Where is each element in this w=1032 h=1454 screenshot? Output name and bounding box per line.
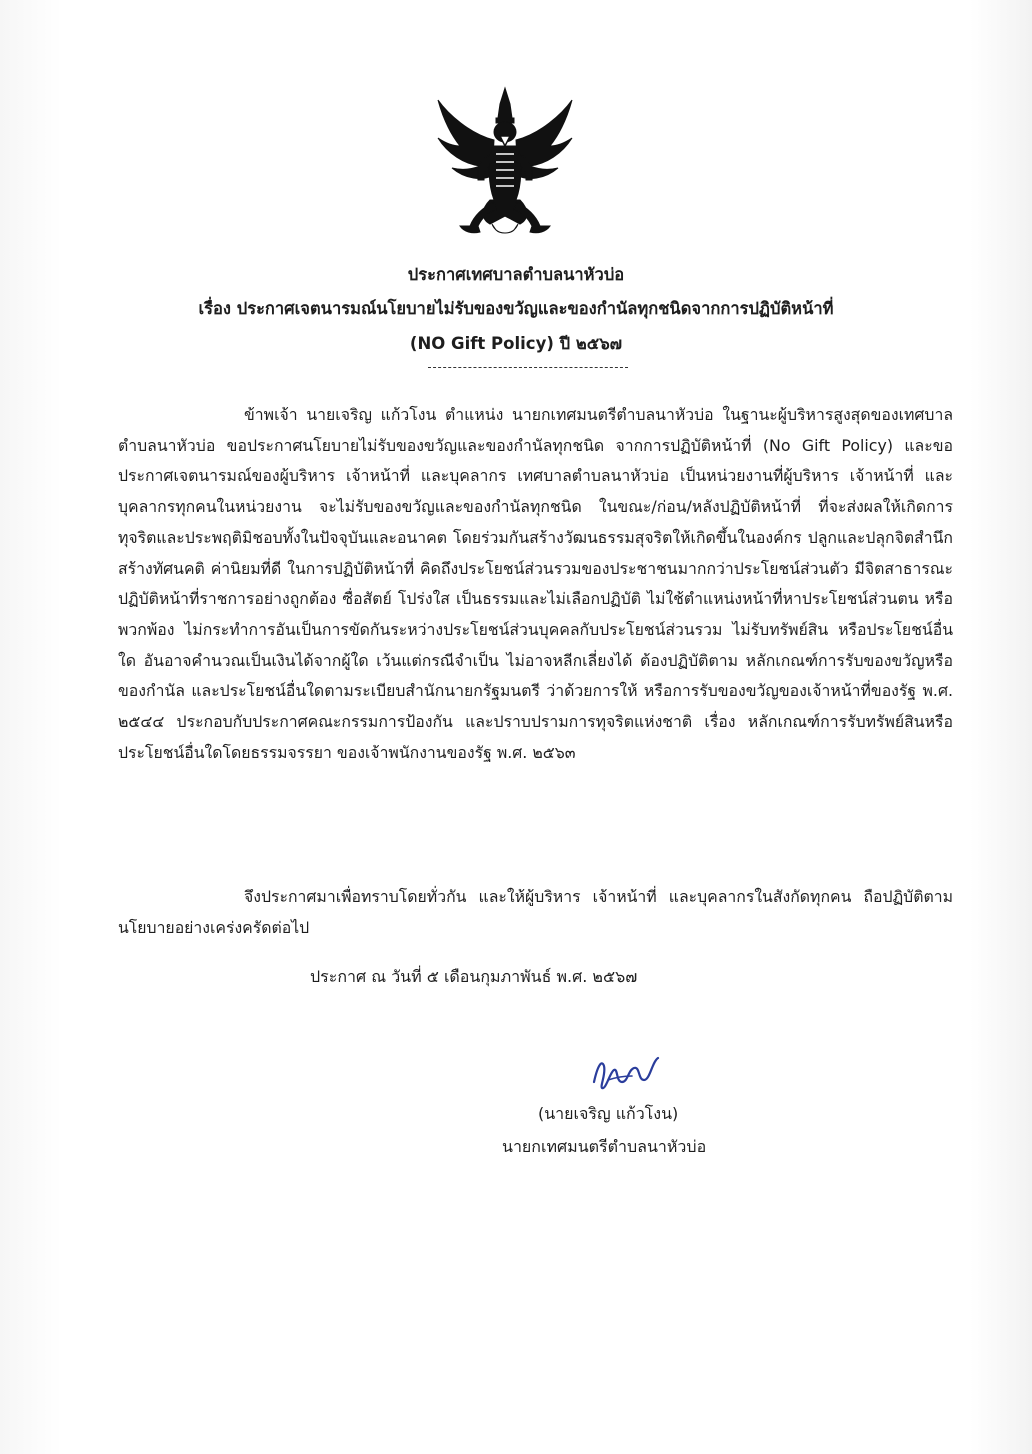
handwritten-signature-icon [588, 1052, 666, 1096]
announcement-subject: เรื่อง ประกาศเจตนารมณ์นโยบายไม่รับของขวัญและของกำนัลทุกชนิดจากการปฏิบัติหน้าที่ [198, 299, 834, 318]
signatory-name: (นายเจริญ แก้วโงน) [538, 1104, 679, 1123]
body-paragraph-closing [118, 882, 953, 943]
announcement-date: ประกาศ ณ วันที่ ๕ เดือนกุมภาพันธ์ พ.ศ. ๒๕๖๗ [310, 967, 638, 986]
garuda-emblem-icon [430, 84, 580, 244]
paragraph-main-text: ข้าพเจ้า นายเจริญ แก้วโงน ตำแหน่ง นายกเทศมนตรีตำบลนาหัวบ่อ ในฐานะผู้บริหารสูงสุดของเทศบาลตำบลนาหัวบ่อ ขอประกาศนโยบายไม่รับของขวัญและของกำนัลทุกชนิด จากการปฏิบัติหน้าที่ (No Gift Policy) และขอประกาศเจตนารมณ์ของผู้บริหาร เจ้าหน้าที่ และบุคลากร เทศบาลตำบลนาหัวบ่อ เป็นหน่วยงานที่ผู้บริหาร เจ้าหน้าที่ และบุคลากรทุกคนในหน่วยงาน จะไม่รับของขวัญและของกำนัลทุกชนิด ในขณะ/ก่อน/หลังปฏิบัติหน้าที่ ที่จะส่งผลให้เกิดการทุจริตและประพฤติมิชอบทั้งในปัจจุบันและอนาคต โดยร่วมกันสร้างวัฒนธรรมสุจริตให้เกิดขึ้นในองค์กร ปลูกและปลุกจิตสำนึก สร้างทัศนคติ ค่านิยมที่ดี ในการปฏิบัติหน้าที่ คิดถึงประโยชน์ส่วนรวมของประชาชนมากกว่าประโยชน์ส่วนตัว มีจิตสาธารณะ ปฏิบัติหน้าที่ราชการอย่างถูกต้อง ซื่อสัตย์ โปร่งใส เป็นธรรมและไม่เลือกปฏิบัติ ไม่ใช้ตำแหน่งหน้าที่หาประโยชน์ส่วนตน หรือพวกพ้อง ไม่กระทำการอันเป็นการขัดกันระหว่างประโยชน์ส่วนบุคคลกับประโยชน์ส่วนรวม ไม่รับทรัพย์สิน หรือประโยชน์อื่นใด อันอาจคำนวณเป็นเงินได้จากผู้ใด เว้นแต่กรณีจำเป็น ไม่อาจหลีกเลี่ยงได้ ต้องปฏิบัติตาม หลักเกณฑ์การรับของขวัญหรือของกำนัล และประโยชน์อื่นใดตามระเบียบสำนักนายกรัฐมนตรี ว่าด้วยการให้ หรือการรับของขวัญของเจ้าหน้าที่ของรัฐ พ.ศ. ๒๕๔๔ ประกอบกับประกาศคณะกรรมการป้องกัน และปราบปรามการทุจริตแห่งชาติ เรื่อง หลักเกณฑ์การรับทรัพย์สินหรือประโยชน์อื่นใดโดยธรรมจรรยา ของเจ้าพนักงานของรัฐ พ.ศ. ๒๕๖๓ [118, 405, 953, 762]
signatory-title: นายกเทศมนตรีตำบลนาหัวบ่อ [502, 1137, 707, 1156]
body-paragraph-main [118, 400, 953, 768]
heading-divider [428, 367, 628, 368]
paragraph-closing-text: จึงประกาศมาเพื่อทราบโดยทั่วกัน และให้ผู้บริหาร เจ้าหน้าที่ และบุคลากรในสังกัดทุกคน ถือปฏิบัติตามนโยบายอย่างเคร่งครัดต่อไป [118, 887, 953, 937]
policy-year: (NO Gift Policy) ปี ๒๕๖๗ [409, 334, 623, 353]
announcement-organization: ประกาศเทศบาลตำบลนาหัวบ่อ [407, 265, 625, 284]
